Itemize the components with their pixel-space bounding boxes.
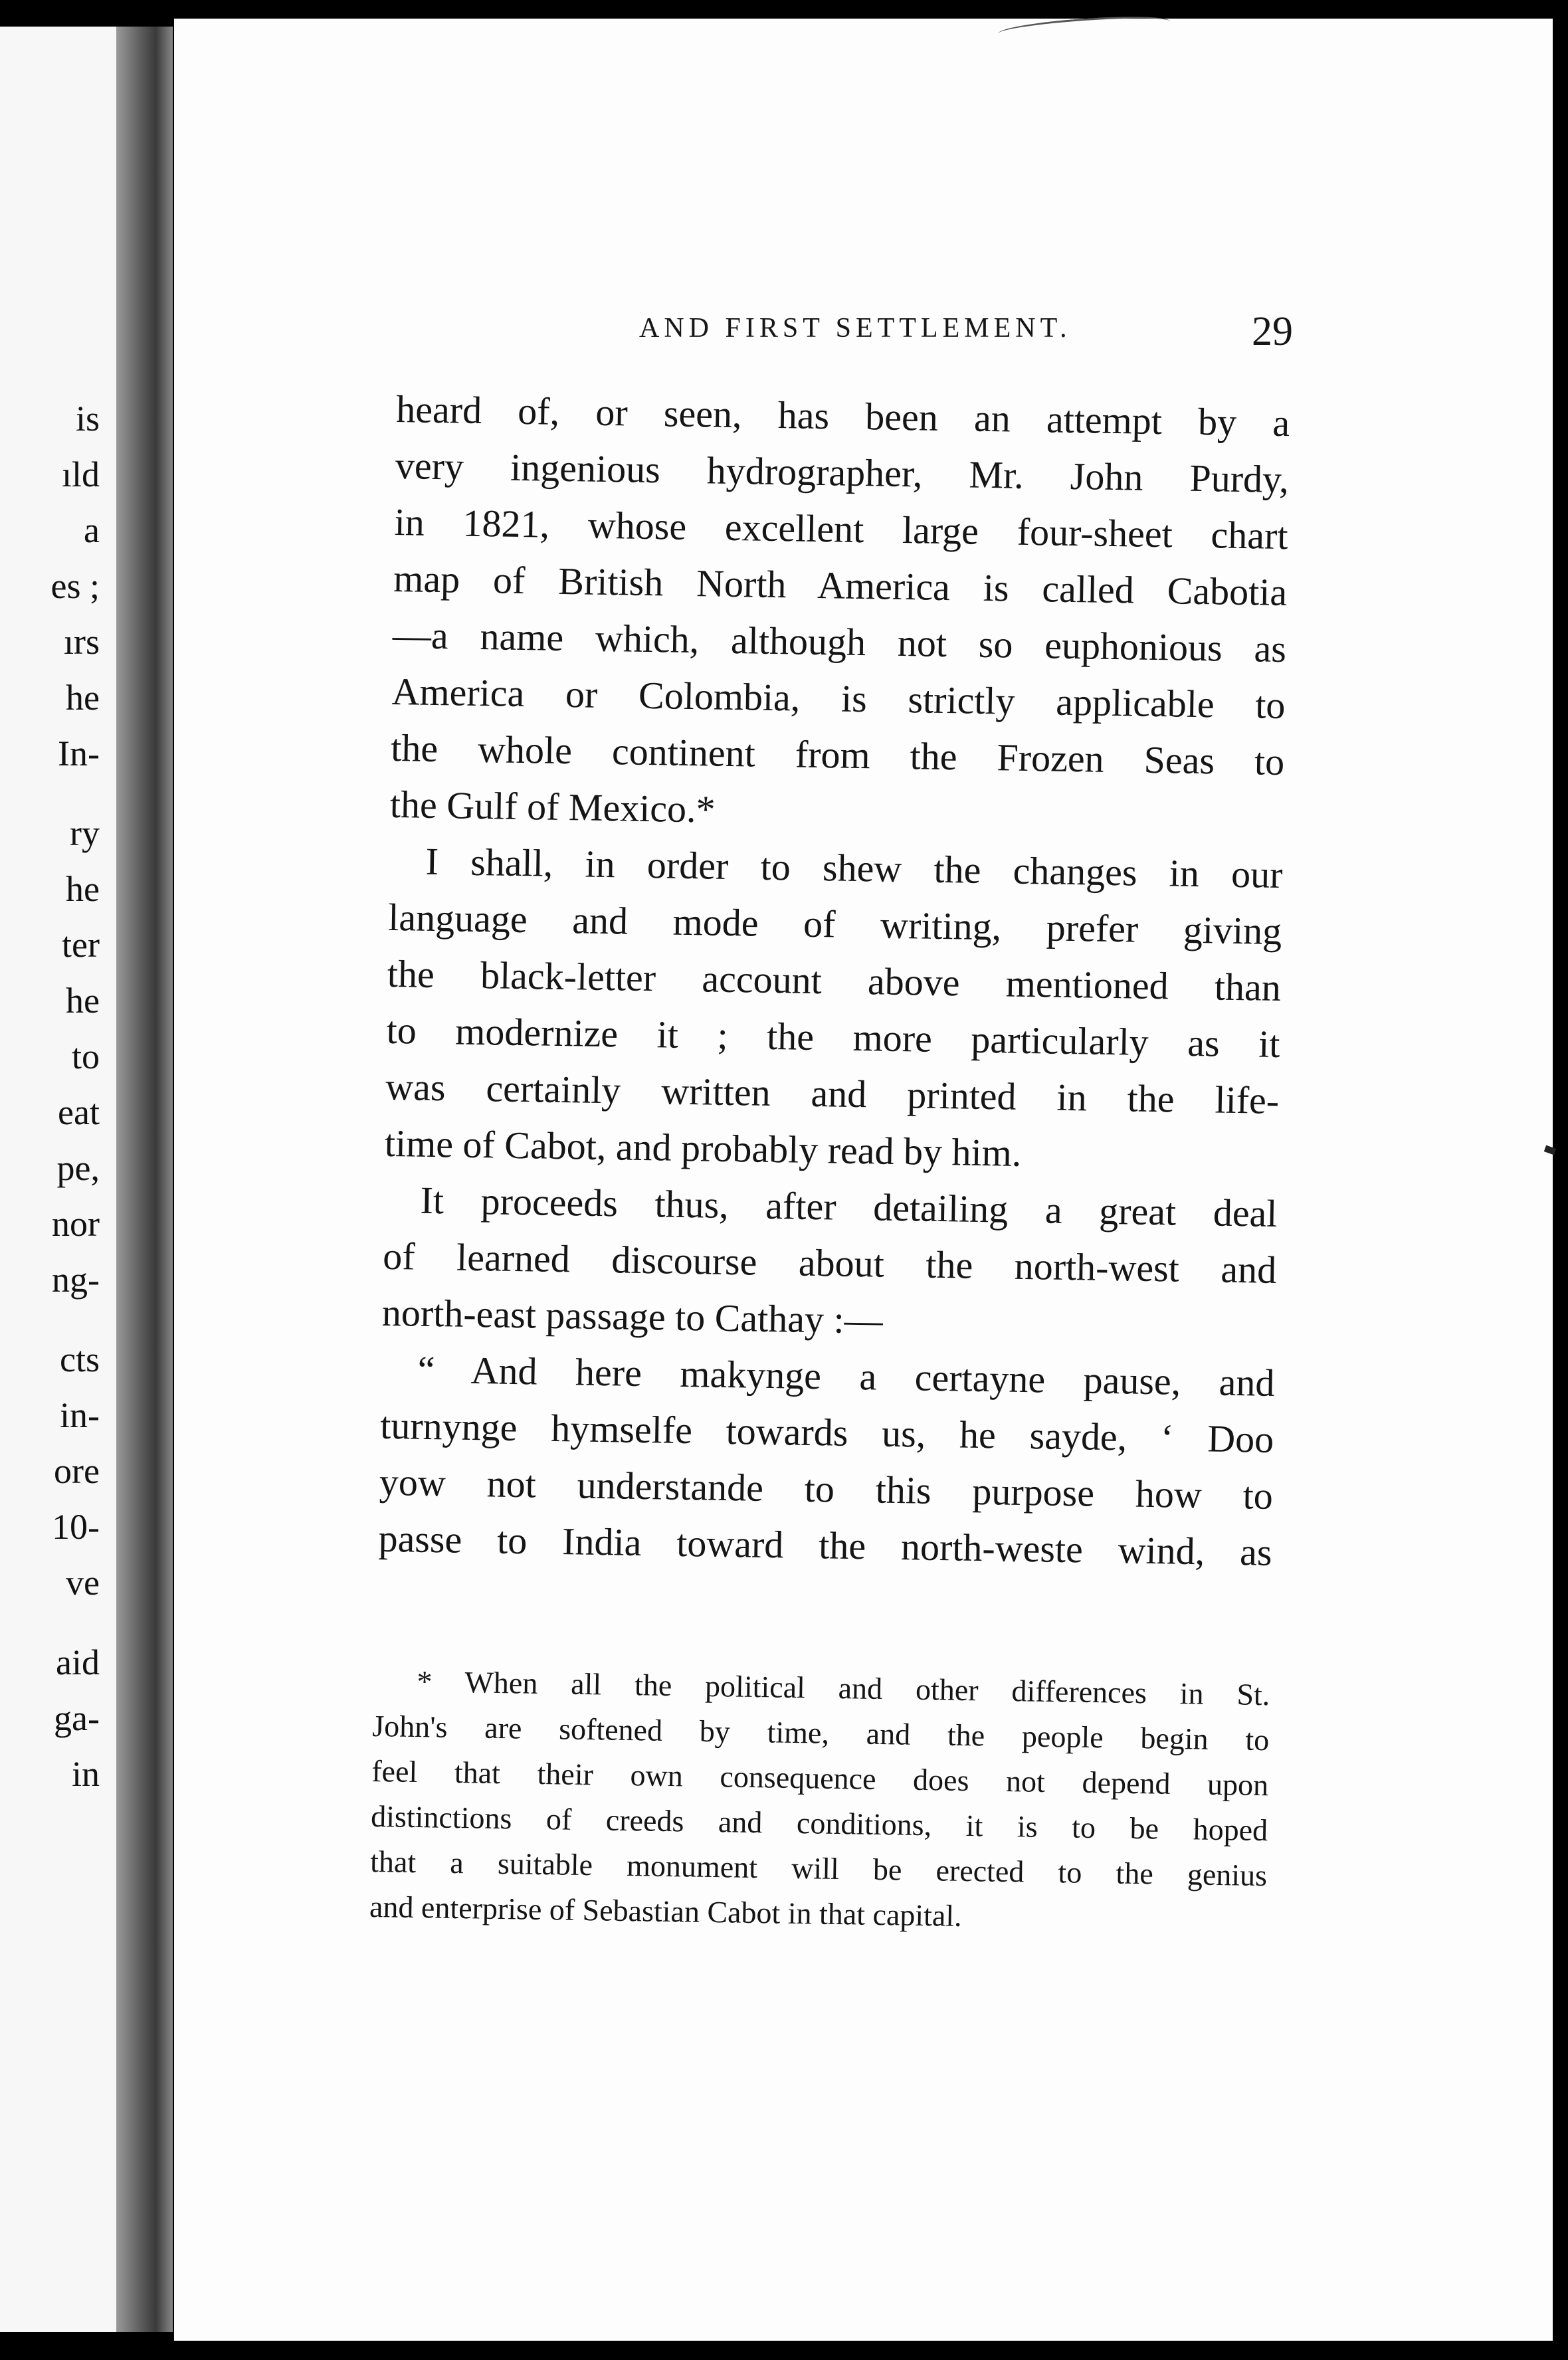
- body-line: the Gulf of Mexico.*: [389, 782, 716, 831]
- prev-fragment: ga-: [54, 1698, 100, 1738]
- body-line: the whole continent from the Frozen Seas to: [390, 726, 1285, 784]
- prev-fragment: he: [66, 981, 100, 1021]
- footnote-line: that a suitable monument will be erected to the genius: [369, 1844, 1268, 1893]
- body-line: language and mode of writing, prefer giving: [387, 895, 1282, 953]
- previous-page-line-fragments: [0, 391, 100, 1802]
- body-line: “ And here makynge a certayne pause, and: [417, 1347, 1275, 1405]
- paper-crease-mark: [997, 13, 1171, 43]
- book-page: [174, 19, 1553, 2341]
- prev-fragment: to: [71, 1036, 100, 1076]
- body-line: It proceeds thus, after detailing a great deal: [420, 1178, 1278, 1235]
- body-line: in 1821, whose excellent large four-sheet chart: [394, 500, 1289, 558]
- prev-fragment: es ;: [50, 566, 100, 606]
- body-line: turnynge hymselfe towards us, he sayde, ‘ Doo: [379, 1403, 1274, 1461]
- prev-paragraph-gap: [0, 1308, 100, 1331]
- prev-fragment: eat: [58, 1092, 100, 1132]
- body-line: map of British North America is called Cabotia: [393, 556, 1288, 615]
- previous-page-edge: [0, 27, 116, 2332]
- footnote-line: John's are softened by time, and the people begin to: [372, 1708, 1270, 1757]
- body-line: very ingenious hydrographer, Mr. John Purdy,: [395, 443, 1290, 502]
- body-line: America or Colombia, is strictly applicable to: [391, 669, 1286, 728]
- body-line: passe to India toward the north-weste wind, as: [378, 1516, 1272, 1574]
- body-line: to modernize it ; the more particularly as it: [386, 1008, 1280, 1066]
- prev-fragment: ng-: [52, 1260, 100, 1300]
- prev-fragment: 10-: [52, 1507, 100, 1547]
- footnote-line: feel that their own consequence does not depend upon: [371, 1753, 1269, 1803]
- prev-fragment: aid: [56, 1642, 100, 1682]
- body-line: yow not understande to this purpose how to: [379, 1460, 1274, 1518]
- footnote-line: distinctions of creeds and conditions, it is to be hoped: [370, 1799, 1268, 1848]
- footnote-line: * When all the political and other differences in St.: [417, 1664, 1270, 1712]
- body-line: I shall, in order to shew the changes in our: [425, 839, 1283, 897]
- body-text: [378, 381, 1290, 1581]
- body-line: of learned discourse about the north-west and: [382, 1234, 1277, 1292]
- body-line: the black-letter account above mentioned than: [387, 951, 1282, 1010]
- body-line: —a name which, although not so euphonious as: [392, 613, 1287, 671]
- prev-fragment: ter: [62, 925, 100, 965]
- prev-fragment: ırs: [64, 622, 100, 662]
- body-line: heard of, or seen, has been an attempt by a: [395, 387, 1290, 445]
- prev-fragment: he: [66, 869, 100, 909]
- prev-fragment: nor: [52, 1204, 100, 1244]
- prev-fragment: in: [71, 1754, 100, 1794]
- prev-fragment: he: [66, 678, 100, 718]
- prev-fragment: cts: [60, 1339, 100, 1379]
- prev-fragment: In-: [58, 734, 100, 773]
- prev-fragment: in-: [60, 1395, 100, 1435]
- body-line: north-east passage to Cathay :—: [381, 1290, 884, 1342]
- body-line: time of Cabot, and probably read by him.: [384, 1121, 1022, 1175]
- prev-fragment: ve: [66, 1563, 100, 1603]
- prev-fragment: a: [84, 510, 100, 550]
- prev-fragment: is: [75, 399, 100, 439]
- prev-paragraph-gap: [0, 781, 100, 805]
- prev-fragment: ıld: [61, 454, 100, 494]
- page-number: 29: [1252, 309, 1293, 354]
- prev-paragraph-gap: [0, 1611, 100, 1634]
- running-head: AND FIRST SETTLEMENT.: [639, 313, 1072, 344]
- body-line: was certainly written and printed in the life-: [385, 1064, 1280, 1122]
- prev-fragment: ore: [54, 1451, 100, 1491]
- book-gutter-shadow: [116, 27, 173, 2332]
- footnote-line: and enterprise of Sebastian Cabot in that capital.: [369, 1889, 963, 1933]
- prev-fragment: ry: [70, 813, 100, 853]
- prev-fragment: pe,: [56, 1148, 100, 1188]
- footnote: [369, 1658, 1270, 1943]
